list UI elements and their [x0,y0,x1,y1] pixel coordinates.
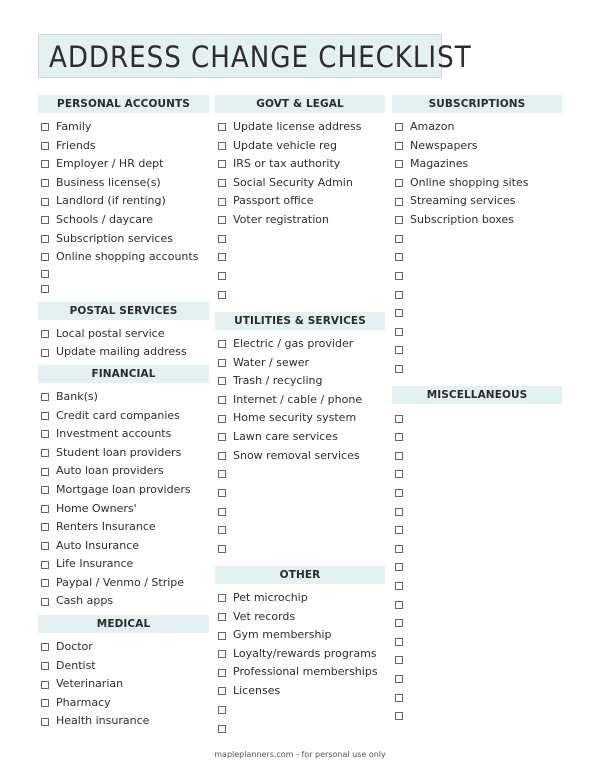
checklist-item[interactable]: Dentist [41,657,209,676]
checkbox-icon[interactable] [41,216,49,224]
blank-checklist-item[interactable] [395,285,562,304]
blank-checklist-item[interactable] [395,670,562,689]
checkbox-icon[interactable] [218,396,226,404]
checklist-item[interactable]: Bank(s) [41,388,209,407]
checklist-item[interactable]: Friends [41,137,209,156]
checkbox-icon[interactable] [395,198,403,206]
blank-checklist-item[interactable] [395,595,562,614]
checkbox-icon[interactable] [218,377,226,385]
checkbox-icon[interactable] [395,160,403,168]
checkbox-icon[interactable] [41,253,49,261]
checklist-item[interactable]: Renters Insurance [41,518,209,537]
section-header-govt: GOVT & LEGAL [215,95,385,113]
checkbox-icon[interactable] [41,468,49,476]
checklist-item[interactable]: Passport office [218,192,385,211]
checkbox-icon[interactable] [395,675,403,683]
checklist-item[interactable]: Snow removal services [218,447,385,466]
checkbox-icon[interactable] [218,291,226,299]
checkbox-icon[interactable] [218,340,226,348]
checkbox-icon[interactable] [395,526,403,534]
checklist-item[interactable]: Paypal / Venmo / Stripe [41,574,209,593]
checkbox-icon[interactable] [395,346,403,354]
checklist-item[interactable]: Employer / HR dept [41,155,209,174]
checkbox-icon[interactable] [41,598,49,606]
blank-checklist-item[interactable] [395,304,562,323]
checkbox-icon[interactable] [41,430,49,438]
blank-checklist-item[interactable] [395,409,562,428]
checkbox-icon[interactable] [395,216,403,224]
checkbox-icon[interactable] [395,712,403,720]
checkbox-icon[interactable] [395,179,403,187]
checklist-item[interactable]: Life Insurance [41,555,209,574]
checkbox-icon[interactable] [218,216,226,224]
blank-checklist-item[interactable] [218,521,385,540]
checkbox-icon[interactable] [218,632,226,640]
checkbox-icon[interactable] [395,470,403,478]
checkbox-icon[interactable] [218,160,226,168]
checkbox-icon[interactable] [41,681,49,689]
checkbox-icon[interactable] [218,415,226,423]
blank-checklist-item[interactable] [41,282,209,297]
column-1 [38,95,209,731]
checklist-item[interactable]: Voter registration [218,211,385,230]
checkbox-icon[interactable] [395,123,403,131]
checkbox-icon[interactable] [395,235,403,243]
blank-checklist-item[interactable] [218,465,385,484]
column-3 [392,95,562,725]
checklist-item[interactable]: Student loan providers [41,444,209,463]
checkbox-icon[interactable] [218,508,226,516]
section-header-misc: MISCELLANEOUS [392,386,562,404]
checkbox-icon[interactable] [41,643,49,651]
blank-checklist-item[interactable] [395,465,562,484]
checkbox-icon[interactable] [395,694,403,702]
checkbox-icon[interactable] [395,253,403,261]
checklist-item[interactable]: Electric / gas provider [218,335,385,354]
section-header-postal: POSTAL SERVICES [38,302,209,320]
title-box [38,34,472,78]
checkbox-icon[interactable] [395,452,403,460]
checkbox-icon[interactable] [41,330,49,338]
checkbox-icon[interactable] [218,613,226,621]
checkbox-icon[interactable] [41,662,49,670]
blank-checklist-item[interactable] [395,632,562,651]
checkbox-icon[interactable] [395,309,403,317]
checkbox-icon[interactable] [218,470,226,478]
checkbox-icon[interactable] [395,656,403,664]
checkbox-icon[interactable] [41,542,49,550]
checkbox-icon[interactable] [218,253,226,261]
section-header-financial: FINANCIAL [38,365,209,383]
utilities-list [215,330,385,558]
checkbox-icon[interactable] [395,272,403,280]
checklist-item[interactable]: Loyalty/rewards programs [218,645,385,664]
checkbox-icon[interactable] [41,285,49,293]
checkbox-icon[interactable] [41,160,49,168]
checkbox-icon[interactable] [41,523,49,531]
checkbox-icon[interactable] [218,142,226,150]
checkbox-icon[interactable] [218,179,226,187]
checklist-item[interactable]: Schools / daycare [41,211,209,230]
checkbox-icon[interactable] [395,545,403,553]
checklist-item[interactable]: IRS or tax authority [218,155,385,174]
postal-list [38,320,209,362]
checkbox-icon[interactable] [41,179,49,187]
blank-checklist-item[interactable] [395,341,562,360]
checkbox-icon[interactable] [218,452,226,460]
checkbox-icon[interactable] [41,142,49,150]
checkbox-icon[interactable] [218,594,226,602]
checklist-item[interactable]: Pharmacy [41,694,209,713]
checklist-item[interactable]: Vet records [218,608,385,627]
checkbox-icon[interactable] [41,412,49,420]
checklist-item[interactable]: Subscription boxes [395,211,562,230]
checkbox-icon[interactable] [395,601,403,609]
checkbox-icon[interactable] [395,638,403,646]
checklist-item[interactable]: Family [41,118,209,137]
checklist-item[interactable]: Gym membership [218,626,385,645]
section-header-medical: MEDICAL [38,615,209,633]
checkbox-icon[interactable] [395,489,403,497]
blank-checklist-item[interactable] [218,701,385,720]
blank-checklist-item[interactable] [395,577,562,596]
blank-checklist-item[interactable] [218,285,385,304]
checkbox-icon[interactable] [41,579,49,587]
checkbox-icon[interactable] [41,270,49,278]
checklist-item[interactable]: Update mailing address [41,343,209,362]
blank-checklist-item[interactable] [395,484,562,503]
checklist-item[interactable]: Cash apps [41,592,209,611]
other-list [215,584,385,738]
checklist-item[interactable]: Update license address [218,118,385,137]
govt-list [215,113,385,304]
footer-text: mapleplanners.com - for personal use only [214,750,386,759]
blank-checklist-item[interactable] [395,248,562,267]
checklist-item[interactable]: Amazon [395,118,562,137]
blank-checklist-item[interactable] [395,230,562,249]
checkbox-icon[interactable] [41,235,49,243]
personal-list [38,113,209,267]
checklist-item[interactable]: Internet / cable / phone [218,391,385,410]
blank-checklist-item[interactable] [218,484,385,503]
section-header-subscriptions: SUBSCRIPTIONS [392,95,562,113]
blank-checklist-item[interactable] [395,688,562,707]
checkbox-icon[interactable] [395,563,403,571]
section-header-personal: PERSONAL ACCOUNTS [38,95,209,113]
checklist-item[interactable]: Local postal service [41,325,209,344]
blank-checklist-item[interactable] [218,230,385,249]
checkbox-icon[interactable] [395,433,403,441]
checkbox-icon[interactable] [395,582,403,590]
checkbox-icon[interactable] [41,393,49,401]
checklist-item[interactable]: Health insurance [41,712,209,731]
checkbox-icon[interactable] [41,718,49,726]
checklist-item[interactable]: Lawn care services [218,428,385,447]
page-title: ADDRESS CHANGE CHECKLIST [49,40,472,74]
checklist-item[interactable]: Credit card companies [41,407,209,426]
checklist-item[interactable]: Home security system [218,409,385,428]
misc-list [392,404,562,725]
checklist-item[interactable]: Licenses [218,682,385,701]
checkbox-icon[interactable] [395,619,403,627]
personal-blank-list [38,267,209,297]
checkbox-icon[interactable] [395,508,403,516]
checklist-item[interactable]: Online shopping accounts [41,248,209,267]
checklist-item[interactable]: Home Owners' [41,500,209,519]
checkbox-icon[interactable] [218,526,226,534]
column-2 [215,95,385,738]
checkbox-icon[interactable] [218,706,226,714]
checkbox-icon[interactable] [395,328,403,336]
checklist-item[interactable]: Pet microchip [218,589,385,608]
section-header-other: OTHER [215,566,385,584]
blank-checklist-item[interactable] [395,707,562,726]
checklist-item[interactable]: Update vehicle reg [218,137,385,156]
checkbox-icon[interactable] [218,123,226,131]
blank-checklist-item[interactable] [395,267,562,286]
subscriptions-list [392,113,562,378]
checklist-item[interactable]: Business license(s) [41,174,209,193]
checklist-item[interactable]: Veterinarian [41,675,209,694]
checklist-item[interactable]: Auto loan providers [41,462,209,481]
checkbox-icon[interactable] [218,669,226,677]
checkbox-icon[interactable] [218,235,226,243]
checkbox-icon[interactable] [41,349,49,357]
checklist-item[interactable]: Landlord (if renting) [41,192,209,211]
financial-list [38,383,209,611]
checkbox-icon[interactable] [41,449,49,457]
checklist-item[interactable]: Water / sewer [218,354,385,373]
blank-checklist-item[interactable] [395,502,562,521]
checklist-item[interactable]: Newspapers [395,137,562,156]
checklist-item[interactable]: Subscription services [41,230,209,249]
checkbox-icon[interactable] [218,198,226,206]
blank-checklist-item[interactable] [218,719,385,738]
checkbox-icon[interactable] [218,489,226,497]
checklist-item[interactable]: Doctor [41,638,209,657]
blank-checklist-item[interactable] [41,267,209,282]
checklist-item[interactable]: Mortgage loan providers [41,481,209,500]
checkbox-icon[interactable] [395,291,403,299]
blank-checklist-item[interactable] [395,614,562,633]
checkbox-icon[interactable] [395,142,403,150]
blank-checklist-item[interactable] [395,447,562,466]
checkbox-icon[interactable] [41,561,49,569]
checkbox-icon[interactable] [41,123,49,131]
blank-checklist-item[interactable] [218,267,385,286]
blank-checklist-item[interactable] [395,558,562,577]
checkbox-icon[interactable] [218,433,226,441]
blank-checklist-item[interactable] [218,502,385,521]
checkbox-icon[interactable] [218,650,226,658]
checkbox-icon[interactable] [218,725,226,733]
checklist-item[interactable]: Social Security Admin [218,174,385,193]
checkbox-icon[interactable] [41,486,49,494]
checklist-item[interactable]: Online shopping sites [395,174,562,193]
medical-list [38,633,209,731]
checkbox-icon[interactable] [41,198,49,206]
blank-checklist-item[interactable] [395,521,562,540]
blank-checklist-item[interactable] [395,651,562,670]
section-header-utilities: UTILITIES & SERVICES [215,312,385,330]
checklist-item[interactable]: Streaming services [395,192,562,211]
checklist-item[interactable]: Trash / recycling [218,372,385,391]
blank-checklist-item[interactable] [395,323,562,342]
checklist-item[interactable]: Auto Insurance [41,537,209,556]
blank-checklist-item[interactable] [395,428,562,447]
checkbox-icon[interactable] [218,545,226,553]
checkbox-icon[interactable] [218,359,226,367]
blank-checklist-item[interactable] [395,539,562,558]
blank-checklist-item[interactable] [395,360,562,379]
checkbox-icon[interactable] [41,699,49,707]
checkbox-icon[interactable] [395,365,403,373]
checkbox-icon[interactable] [218,272,226,280]
checklist-item[interactable]: Professional memberships [218,663,385,682]
checkbox-icon[interactable] [395,415,403,423]
checkbox-icon[interactable] [218,687,226,695]
blank-checklist-item[interactable] [218,539,385,558]
checklist-item[interactable]: Investment accounts [41,425,209,444]
blank-checklist-item[interactable] [218,248,385,267]
checkbox-icon[interactable] [41,505,49,513]
checklist-item[interactable]: Magazines [395,155,562,174]
